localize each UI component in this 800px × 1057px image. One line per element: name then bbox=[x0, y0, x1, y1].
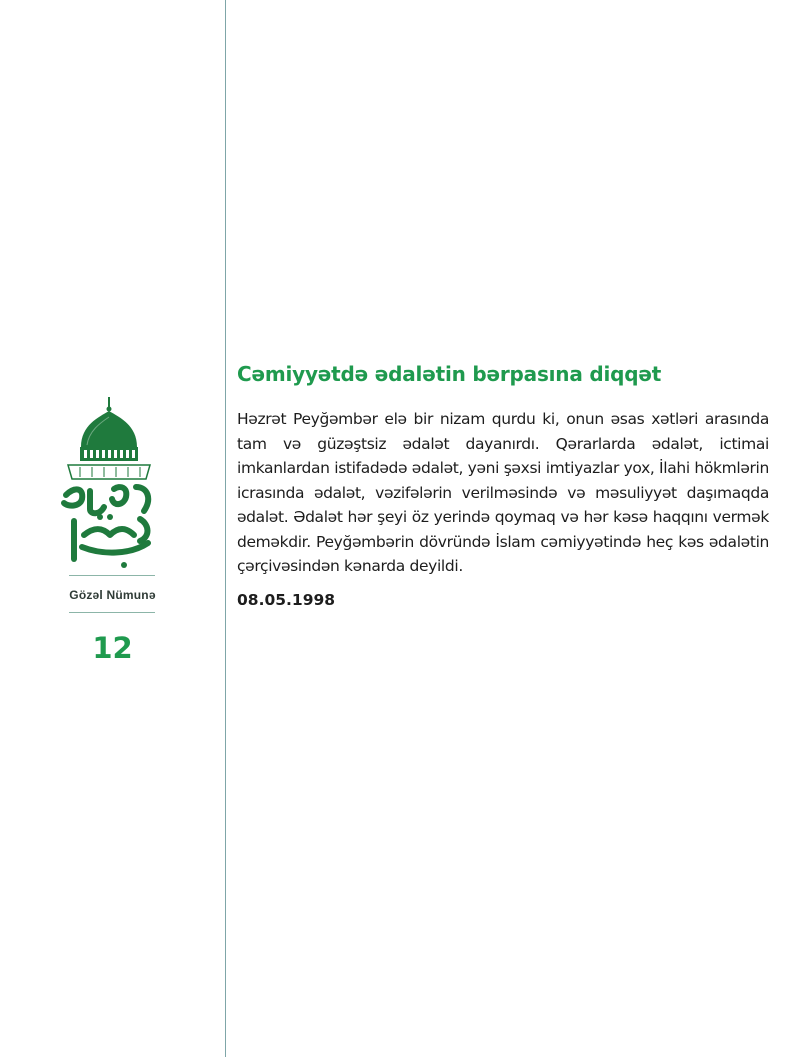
caption-bottom-rule bbox=[69, 612, 155, 613]
sidebar bbox=[40, 395, 185, 665]
article-date: 08.05.1998 bbox=[237, 590, 336, 609]
article-body: Həzrət Peyğəmbər elə bir nizam qurdu ki, onun əsas xətləri arasında tam və güzəştsiz ədalət dayanırdı. Qərarlarda ədalət, ictimai imkanlardan istifadədə ədalət, yəni şəxsi imtiyazlar yox, İlahi hökmlərin icrasında ədalət, vəzifələrin verilməsində və məsuliyyət daşımaqda ədalət. Ədalət hər şeyi öz yerində qoymaq və hər kəsə haqqını vermək deməkdir. Peyğəmbərin dövründə İslam cəmiyyətində heç kəs ədalətin çərçivəsindən kənarda deyildi. bbox=[237, 410, 769, 575]
brand-caption: Gözəl Nümunə bbox=[69, 588, 156, 602]
page-number: 12 bbox=[92, 631, 133, 665]
dome-calligraphy-logo-icon bbox=[54, 395, 164, 575]
caption-top-rule bbox=[69, 575, 155, 576]
article bbox=[237, 362, 769, 609]
article-title: Cəmiyyətdə ədalətin bərpasına diqqət bbox=[237, 362, 662, 386]
vertical-divider bbox=[225, 0, 226, 1057]
